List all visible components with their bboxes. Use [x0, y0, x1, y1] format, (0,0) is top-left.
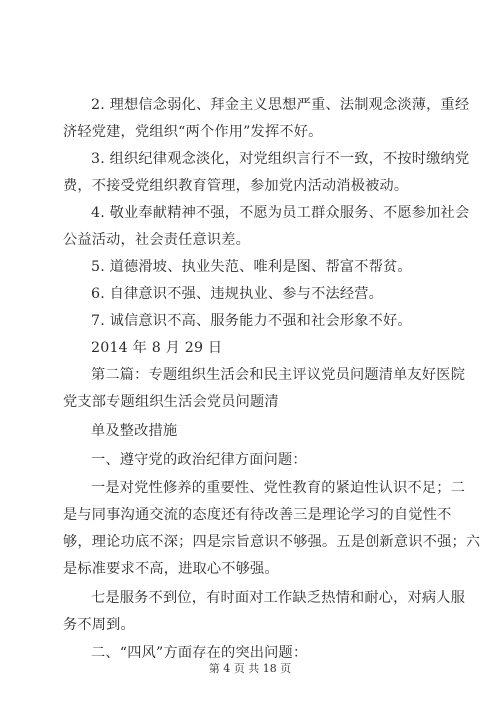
section-1-body-line-2: 是与同事沟通交流的态度还有待改善三是理论学习的自觉性不 — [63, 507, 452, 523]
item-2-line-2: 济轻党建，党组织“两个作用”发挥不好。 — [63, 124, 323, 140]
second-title-cont-line: 单及整改措施 — [91, 423, 178, 439]
item-7-line-1: 7. 诚信意识不高、服务能力不强和社会形象不好。 — [91, 313, 412, 329]
item-3-line-2: 费，不接受党组织教育管理，参加党内活动消极被动。 — [63, 178, 409, 194]
section-1-item-7-line-2: 务不周到。 — [63, 617, 135, 633]
section-1-item-7-line-1: 七是服务不到位，有时面对工作缺乏热情和耐心，对病人服 — [91, 590, 466, 606]
item-6-line-1: 6. 自律意识不强、违规执业、参与不法经营。 — [91, 286, 384, 302]
section-1-body-line-3: 够，理论功底不深；四是宗旨意识不够强。五是创新意识不强；六 — [63, 534, 481, 550]
item-2-line-1: 2. 理想信念弱化、拜金主义思想严重、法制观念淡薄，重经 — [91, 97, 470, 113]
item-4-line-2: 公益活动，社会责任意识差。 — [63, 232, 251, 248]
date-line: 2014 年 8 月 29 日 — [91, 340, 223, 356]
page-footer: 第 4 页 共 18 页 — [208, 662, 292, 675]
section-1-body-line-4: 是标准要求不高，进取心不够强。 — [63, 561, 279, 577]
item-3-line-1: 3. 组织纪律观念淡化，对党组织言行不一致，不按时缴纳党 — [91, 151, 470, 167]
section-1-body-line-1: 一是对党性修养的重要性、党性教育的紧迫性认识不足；二 — [91, 480, 466, 496]
second-title-line-1: 第二篇：专题组织生活会和民主评议党员问题清单友好医院 — [91, 367, 466, 383]
item-5-line-1: 5. 道德滑坡、执业失范、唯利是图、帮富不帮贫。 — [91, 259, 412, 275]
section-1-heading: 一、遵守党的政治纪律方面问题： — [91, 452, 307, 468]
second-title-line-2: 党支部专题组织生活会党员问题清 — [63, 394, 279, 410]
section-2-heading: 二、“四风”方面存在的突出问题： — [91, 645, 308, 661]
item-4-line-1: 4. 敬业奉献精神不强，不愿为员工群众服务、不愿参加社会 — [91, 205, 470, 221]
